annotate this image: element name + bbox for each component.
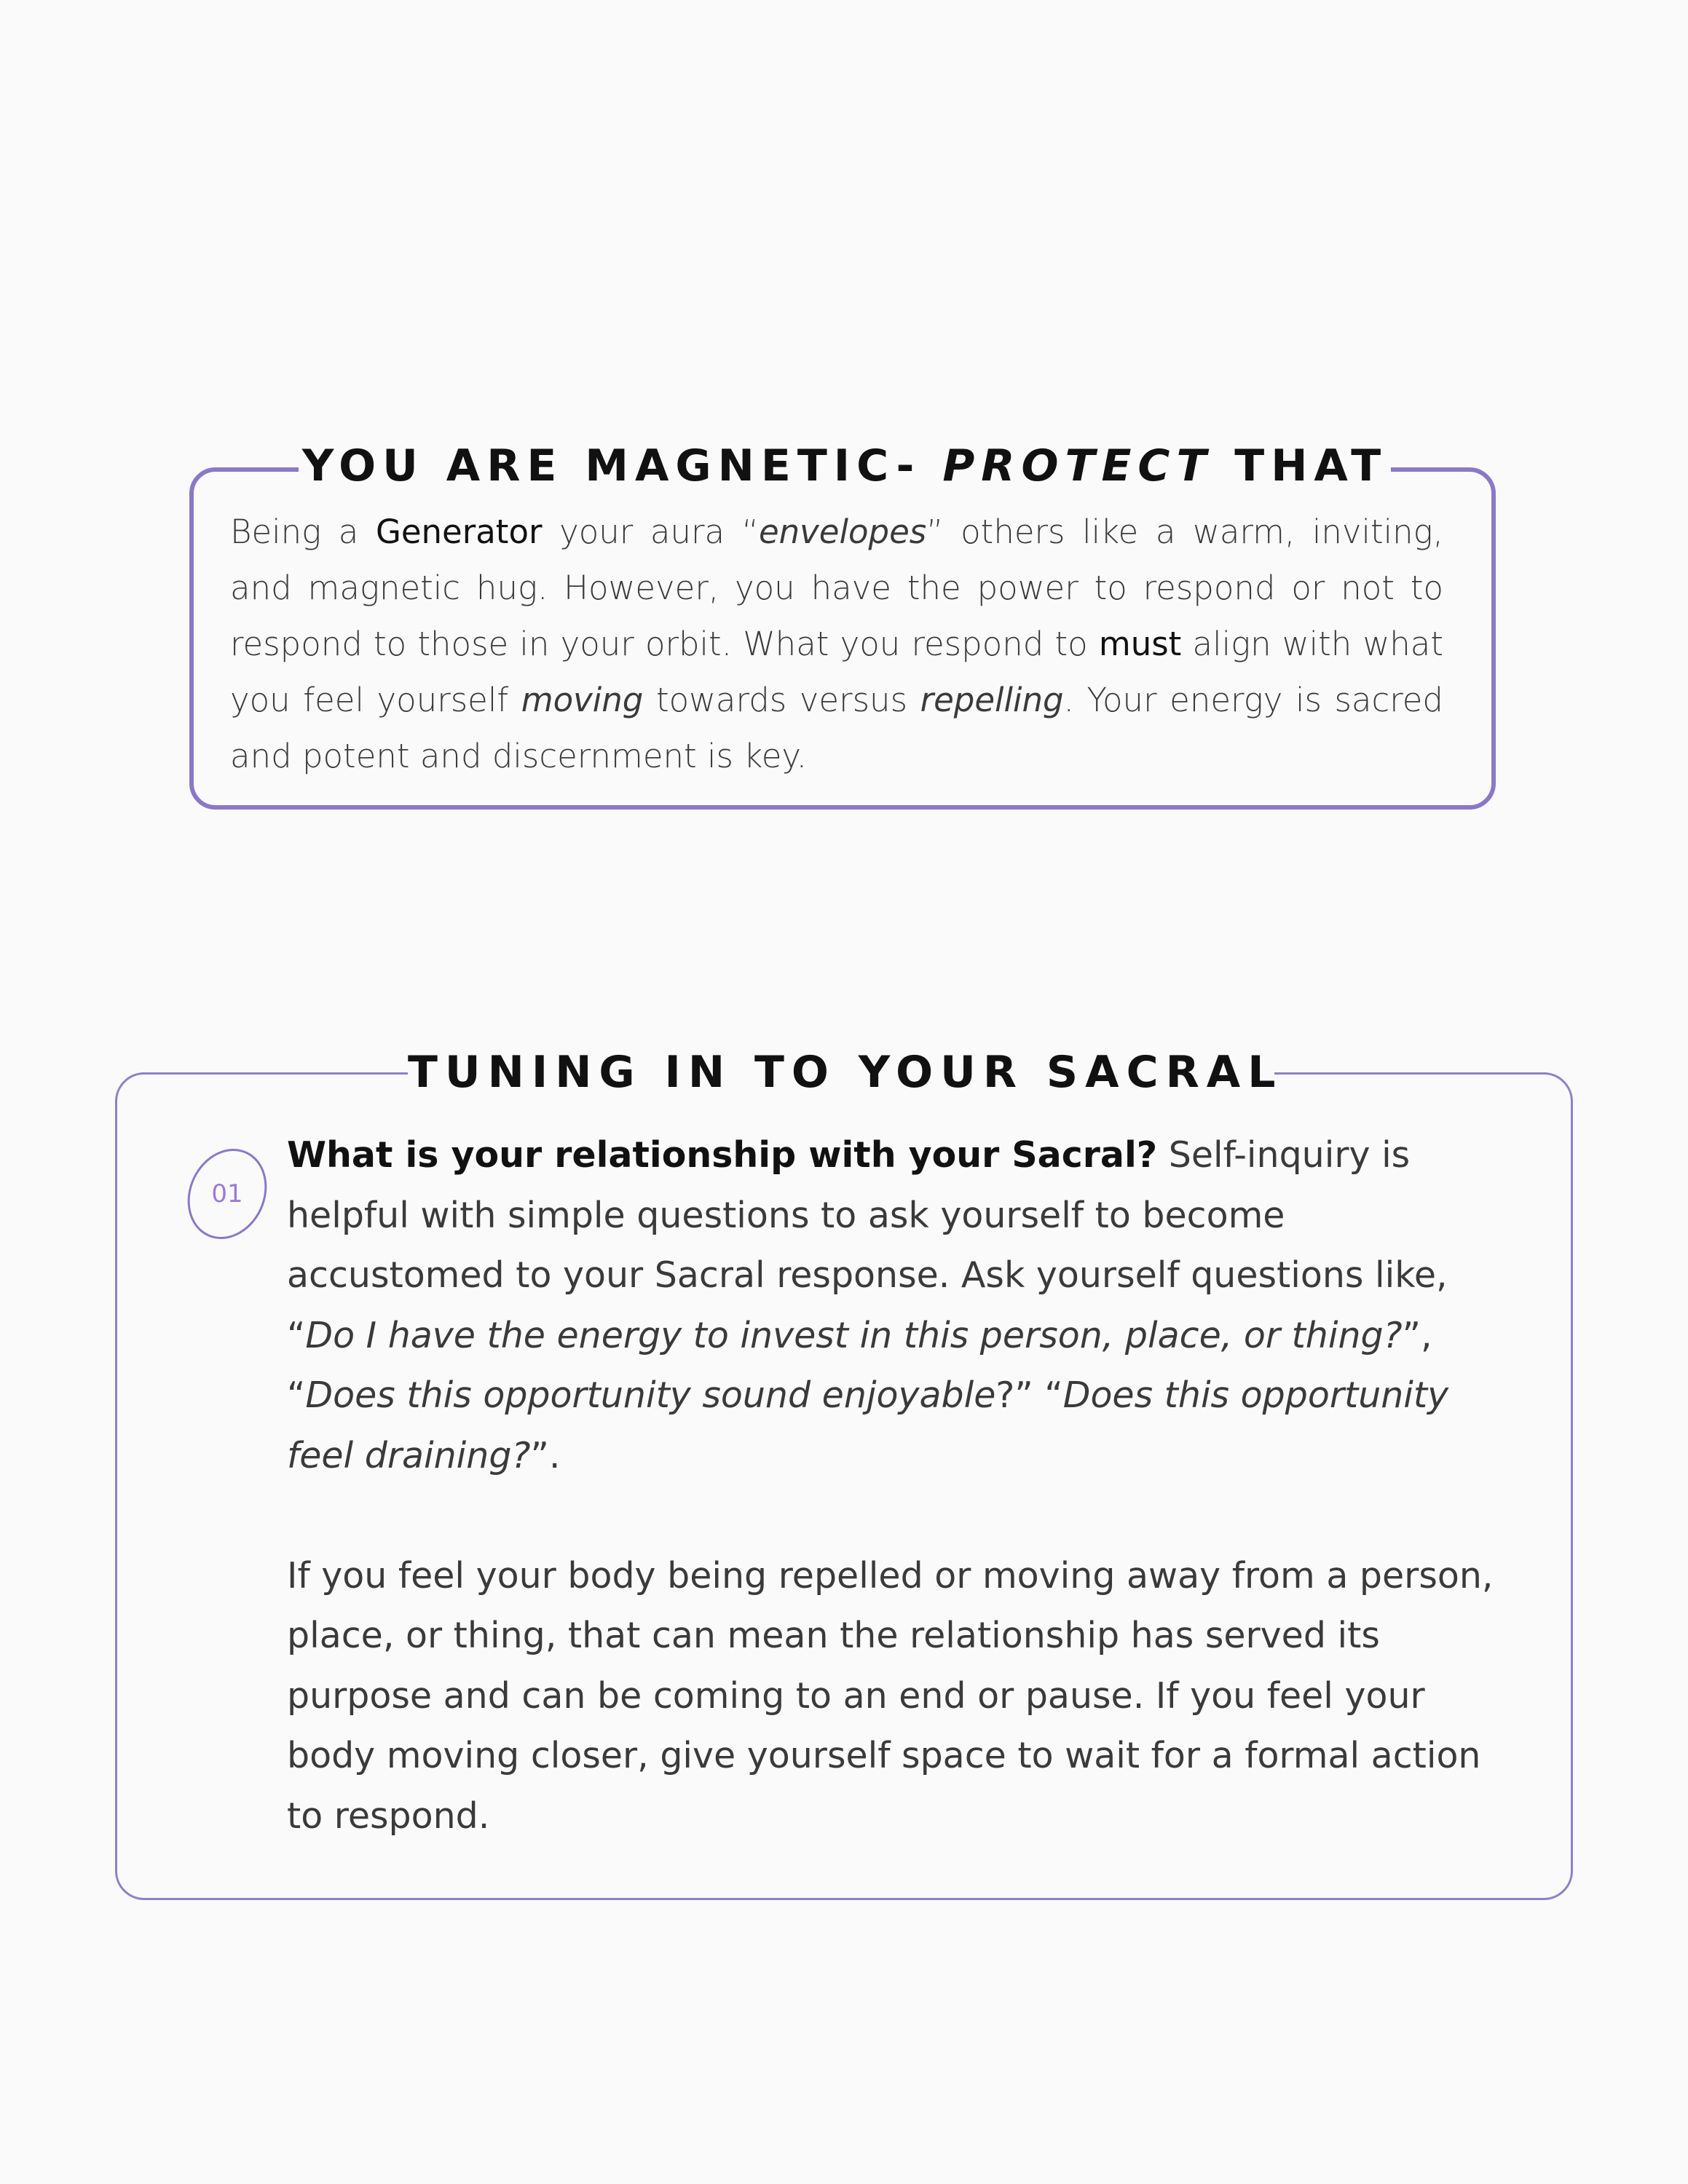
- sacral-paragraph-2: If you feel your body being repelled or moving away from a person, place, or thing, that can mean the relationship has served its purpose and can be coming to an end or pause. If you feel your body moving closer, give yourself space to wait for a formal action to respond.: [287, 1554, 1494, 1837]
- sacral-paragraph-1: What is your relationship with your Sacral? Self-inquiry is helpful with simple questions to ask yourself to become accustomed to your Sacral response. Ask yourself questions like, “Do I have the energy to invest in this person, place, or thing?”, “Does this opportunity sound enjoyable?” “Does this opportunity feel draining?”.: [287, 1134, 1449, 1476]
- magnetic-section-title: YOU ARE MAGNETIC- PROTECT THAT: [299, 435, 1391, 496]
- magnetic-section-body: Being a Generator your aura “envelopes” others like a warm, inviting, and magnetic hug. However, you have the power to respond or not to respond to those in your orbit. What you respond to must align with what you feel yourself moving towards versus repelling. Your energy is sacred and potent and discernment is key.: [230, 513, 1443, 775]
- sacral-section-title: TUNING IN TO YOUR SACRAL: [408, 1040, 1274, 1105]
- step-number: 01: [211, 1179, 243, 1208]
- sacral-section-body: [287, 1125, 1510, 1846]
